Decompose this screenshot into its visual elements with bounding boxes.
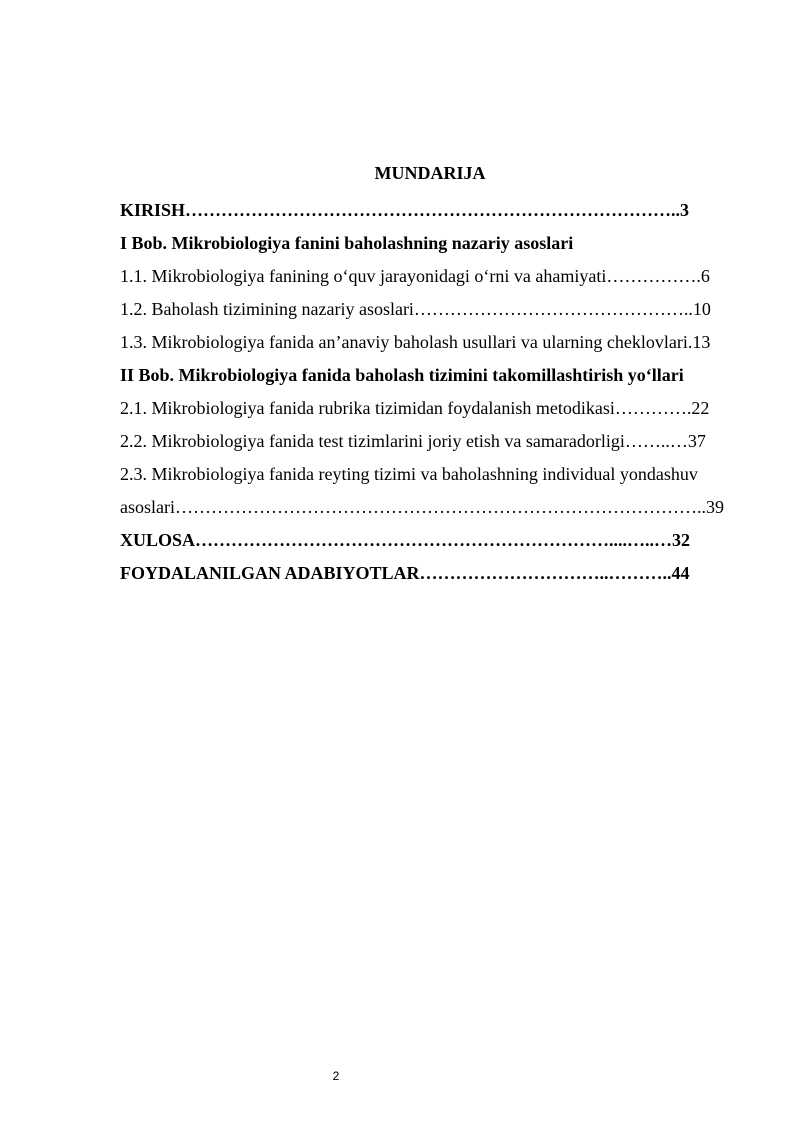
toc-entry-1-3: 1.3. Mikrobiologiya fanida an’anaviy baholash usullari va ularning cheklovlari.13 — [120, 332, 711, 352]
toc-chapter-1-heading: I Bob. Mikrobiologiya fanini baholashning nazariy asoslari — [120, 233, 574, 253]
toc-entry-xulosa: XULOSA……………………………………………………………....…..…32 — [120, 530, 691, 550]
page-number: 2 — [332, 1069, 340, 1083]
toc-entry-kirish: KIRISH………………………………………………………………………..3 — [120, 200, 690, 220]
toc-entry-2-1: 2.1. Mikrobiologiya fanida rubrika tizimidan foydalanish metodikasi………….22 — [120, 398, 710, 418]
toc-entry-2-3-line-1: 2.3. Mikrobiologiya fanida reyting tizimi va baholashning individual yondashuv — [120, 464, 698, 484]
toc-entry-1-2: 1.2. Baholash tizimining nazariy asoslari………………………………………..10 — [120, 299, 711, 319]
toc-entry-2-3-line-2: asoslari……………………………………………………………………………..39 — [120, 497, 724, 517]
toc-entry-2-2: 2.2. Mikrobiologiya fanida test tizimlarini joriy etish va samaradorligi……..…37 — [120, 431, 706, 451]
toc-entry-1-1: 1.1. Mikrobiologiya fanining o‘quv jarayonidagi o‘rni va ahamiyati…………….6 — [120, 266, 710, 286]
toc-entry-adabiyotlar: FOYDALANILGAN ADABIYOTLAR…………………………..………..44 — [120, 563, 690, 583]
toc-chapter-2-heading: II Bob. Mikrobiologiya fanida baholash tizimini takomillashtirish yo‘llari — [120, 365, 684, 385]
toc-title: MUNDARIJA — [374, 163, 486, 183]
table-of-contents — [120, 194, 740, 590]
